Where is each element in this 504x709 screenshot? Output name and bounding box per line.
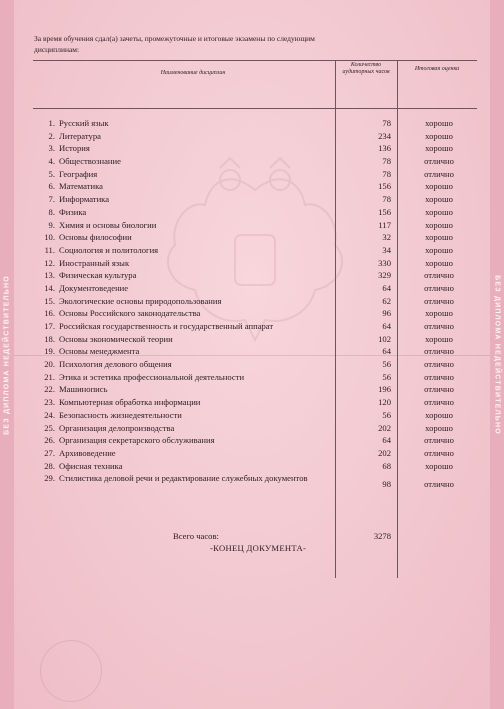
hours-value: 117 xyxy=(378,219,391,230)
grade-value: хорошо xyxy=(425,130,453,141)
hours-value: 34 xyxy=(382,244,391,255)
hours-value: 102 xyxy=(378,333,391,344)
row-number: 22. xyxy=(44,384,55,395)
grade-value: хорошо xyxy=(425,194,453,205)
hours-value: 330 xyxy=(378,257,391,268)
table-row xyxy=(33,257,477,270)
table-row xyxy=(33,396,477,409)
hours-value: 234 xyxy=(378,130,391,141)
grade-value: хорошо xyxy=(425,460,453,471)
discipline-name: Стилистика деловой речи и редактирование служебных документов xyxy=(59,473,308,484)
table-row xyxy=(33,206,477,219)
grade-value: хорошо xyxy=(425,308,453,319)
grade-value: отлично xyxy=(424,397,454,408)
table-row xyxy=(33,244,477,257)
hours-value: 98 xyxy=(382,479,391,490)
right-security-band xyxy=(490,0,504,709)
grade-value: отлично xyxy=(424,295,454,306)
discipline-name: Основы философии xyxy=(59,232,132,243)
row-number: 9. xyxy=(48,219,55,230)
row-number: 4. xyxy=(48,156,55,167)
grade-value: отлично xyxy=(424,156,454,167)
hours-value: 56 xyxy=(382,359,391,370)
hours-value: 78 xyxy=(382,194,391,205)
discipline-name: Российская государственность и государственный аппарат xyxy=(59,321,274,331)
hours-value: 78 xyxy=(382,118,391,128)
row-number: 14. xyxy=(44,282,55,293)
table-row xyxy=(33,180,477,193)
table-row xyxy=(33,472,477,494)
discipline-name: Обществознание xyxy=(59,156,121,167)
discipline-name: Машинопись xyxy=(59,384,108,395)
row-number: 20. xyxy=(44,359,55,370)
row-number: 29. xyxy=(44,473,55,484)
row-number: 7. xyxy=(48,194,55,205)
header-top-rule xyxy=(33,60,477,61)
row-number: 8. xyxy=(48,206,55,217)
discipline-name: Организация секретарского обслуживания xyxy=(59,435,215,446)
grade-value: хорошо xyxy=(425,333,453,344)
discipline-name: Психология делового общения xyxy=(59,359,172,370)
row-number: 2. xyxy=(48,130,55,141)
table-row xyxy=(33,117,477,130)
grade-value: отлично xyxy=(424,371,454,382)
table-row xyxy=(33,447,477,460)
table-row xyxy=(33,345,477,358)
row-number: 17. xyxy=(44,321,55,331)
side-warning-right: БЕЗ ДИПЛОМА НЕДЕЙСТВИТЕЛЬНО xyxy=(493,274,501,435)
hours-value: 329 xyxy=(378,270,391,281)
row-number: 16. xyxy=(44,308,55,319)
hours-value: 136 xyxy=(378,143,391,154)
discipline-name: Экологические основы природопользования xyxy=(59,295,222,306)
hours-value: 78 xyxy=(382,168,391,179)
table-row xyxy=(33,434,477,447)
total-label: Всего часов: xyxy=(173,531,219,541)
table-row xyxy=(33,295,477,308)
grade-value: хорошо xyxy=(425,244,453,255)
table-row xyxy=(33,282,477,295)
discipline-name: Основы Российского законодательства xyxy=(59,308,201,319)
grade-value: отлично xyxy=(424,168,454,179)
table-row xyxy=(33,231,477,244)
hours-value: 156 xyxy=(378,181,391,192)
table-row xyxy=(33,155,477,168)
discipline-name: Основы экономической теории xyxy=(59,333,173,344)
discipline-name: Архивоведение xyxy=(59,447,116,458)
row-number: 26. xyxy=(44,435,55,446)
hours-value: 156 xyxy=(378,206,391,217)
hours-value: 202 xyxy=(378,422,391,433)
hours-value: 56 xyxy=(382,409,391,420)
table-row xyxy=(33,358,477,371)
discipline-name: Документоведение xyxy=(59,282,129,293)
table-row xyxy=(33,193,477,206)
row-number: 6. xyxy=(48,181,55,192)
grade-value: отлично xyxy=(424,346,454,357)
end-of-document: -КОНЕЦ ДОКУМЕНТА- xyxy=(210,543,307,553)
row-number: 27. xyxy=(44,447,55,458)
grade-value: отлично xyxy=(424,384,454,395)
row-number: 25. xyxy=(44,422,55,433)
discipline-name: Иностранный язык xyxy=(59,257,130,268)
discipline-name: Химия и основы биологии xyxy=(59,219,157,230)
discipline-name: Физика xyxy=(59,206,87,217)
grade-value: хорошо xyxy=(425,257,453,268)
grade-value: отлично xyxy=(424,270,454,281)
hours-value: 32 xyxy=(382,232,391,243)
hours-value: 202 xyxy=(378,447,391,458)
disciplines-table xyxy=(33,117,477,494)
row-number: 3. xyxy=(48,143,55,154)
hours-value: 56 xyxy=(382,371,391,382)
table-row xyxy=(33,383,477,396)
grade-value: отлично xyxy=(424,321,454,331)
grade-value: отлично xyxy=(424,282,454,293)
table-row xyxy=(33,422,477,435)
hours-value: 120 xyxy=(378,397,391,408)
table-row xyxy=(33,409,477,422)
grade-value: отлично xyxy=(424,359,454,370)
grade-value: хорошо xyxy=(425,181,453,192)
grade-value: хорошо xyxy=(425,118,453,128)
grade-value: хорошо xyxy=(425,409,453,420)
grade-value: хорошо xyxy=(425,206,453,217)
discipline-name: Основы менеджмента xyxy=(59,346,140,357)
discipline-name: Физическая культура xyxy=(59,270,137,281)
header-grade: Итоговая оценка xyxy=(414,66,460,72)
table-row xyxy=(33,142,477,155)
discipline-name: Математика xyxy=(59,181,103,192)
grade-value: отлично xyxy=(424,447,454,458)
hours-value: 64 xyxy=(382,435,391,446)
left-security-band xyxy=(0,0,14,709)
discipline-name: Этика и эстетика профессиональной деятельности xyxy=(59,371,245,382)
grade-value: хорошо xyxy=(425,232,453,243)
discipline-name: Социология и политология xyxy=(59,244,159,255)
table-header xyxy=(33,60,477,108)
row-number: 28. xyxy=(44,460,55,471)
hours-value: 196 xyxy=(378,384,391,395)
row-number: 19. xyxy=(44,346,55,357)
total-value: 3278 xyxy=(373,531,391,541)
discipline-name: Русский язык xyxy=(59,118,109,128)
hours-value: 64 xyxy=(382,321,391,331)
header-bottom-rule xyxy=(33,108,477,109)
table-row xyxy=(33,168,477,181)
table-row xyxy=(33,371,477,384)
discipline-name: География xyxy=(59,168,98,179)
row-number: 13. xyxy=(44,270,55,281)
row-number: 18. xyxy=(44,333,55,344)
table-row xyxy=(33,130,477,143)
discipline-name: Организация делопроизводства xyxy=(59,422,175,433)
side-warning-left: БЕЗ ДИПЛОМА НЕДЕЙСТВИТЕЛЬНО xyxy=(3,274,11,435)
discipline-name: Информатика xyxy=(59,194,110,205)
hours-value: 64 xyxy=(382,282,391,293)
row-number: 5. xyxy=(48,168,55,179)
discipline-name: Литература xyxy=(59,130,101,141)
table-row xyxy=(33,460,477,473)
row-number: 10. xyxy=(44,232,55,243)
hours-value: 96 xyxy=(382,308,391,319)
table-row xyxy=(33,269,477,282)
table-row xyxy=(33,333,477,346)
header-name: Наименование дисциплин xyxy=(160,70,226,76)
intro-text: За время обучения сдал(а) зачеты, промежуточные и итоговые экзамены по следующим дисциплинам: xyxy=(34,34,315,54)
discipline-name: История xyxy=(59,143,90,154)
hours-value: 68 xyxy=(382,460,391,471)
grade-value: отлично xyxy=(424,435,454,446)
discipline-name: Безопасность жизнедеятельности xyxy=(59,409,182,420)
row-number: 11. xyxy=(44,244,55,255)
row-number: 23. xyxy=(44,397,55,408)
discipline-name: Офисная техника xyxy=(59,460,123,471)
hours-value: 62 xyxy=(382,295,391,306)
hours-value: 78 xyxy=(382,156,391,167)
header-hours: Количество аудиторных часов xyxy=(342,62,390,75)
row-number: 12. xyxy=(44,257,55,268)
table-row xyxy=(33,219,477,232)
table-row xyxy=(33,307,477,320)
row-number: 1. xyxy=(48,118,55,128)
grade-value: отлично xyxy=(424,479,454,490)
grade-value: хорошо xyxy=(425,422,453,433)
hours-value: 64 xyxy=(382,346,391,357)
table-row xyxy=(33,320,477,333)
grade-value: хорошо xyxy=(425,219,453,230)
grade-value: хорошо xyxy=(425,143,453,154)
row-number: 21. xyxy=(44,371,55,382)
discipline-name: Компьютерная обработка информации xyxy=(59,397,201,408)
row-number: 24. xyxy=(44,409,55,420)
row-number: 15. xyxy=(44,295,55,306)
faint-stamp-icon xyxy=(40,640,102,702)
